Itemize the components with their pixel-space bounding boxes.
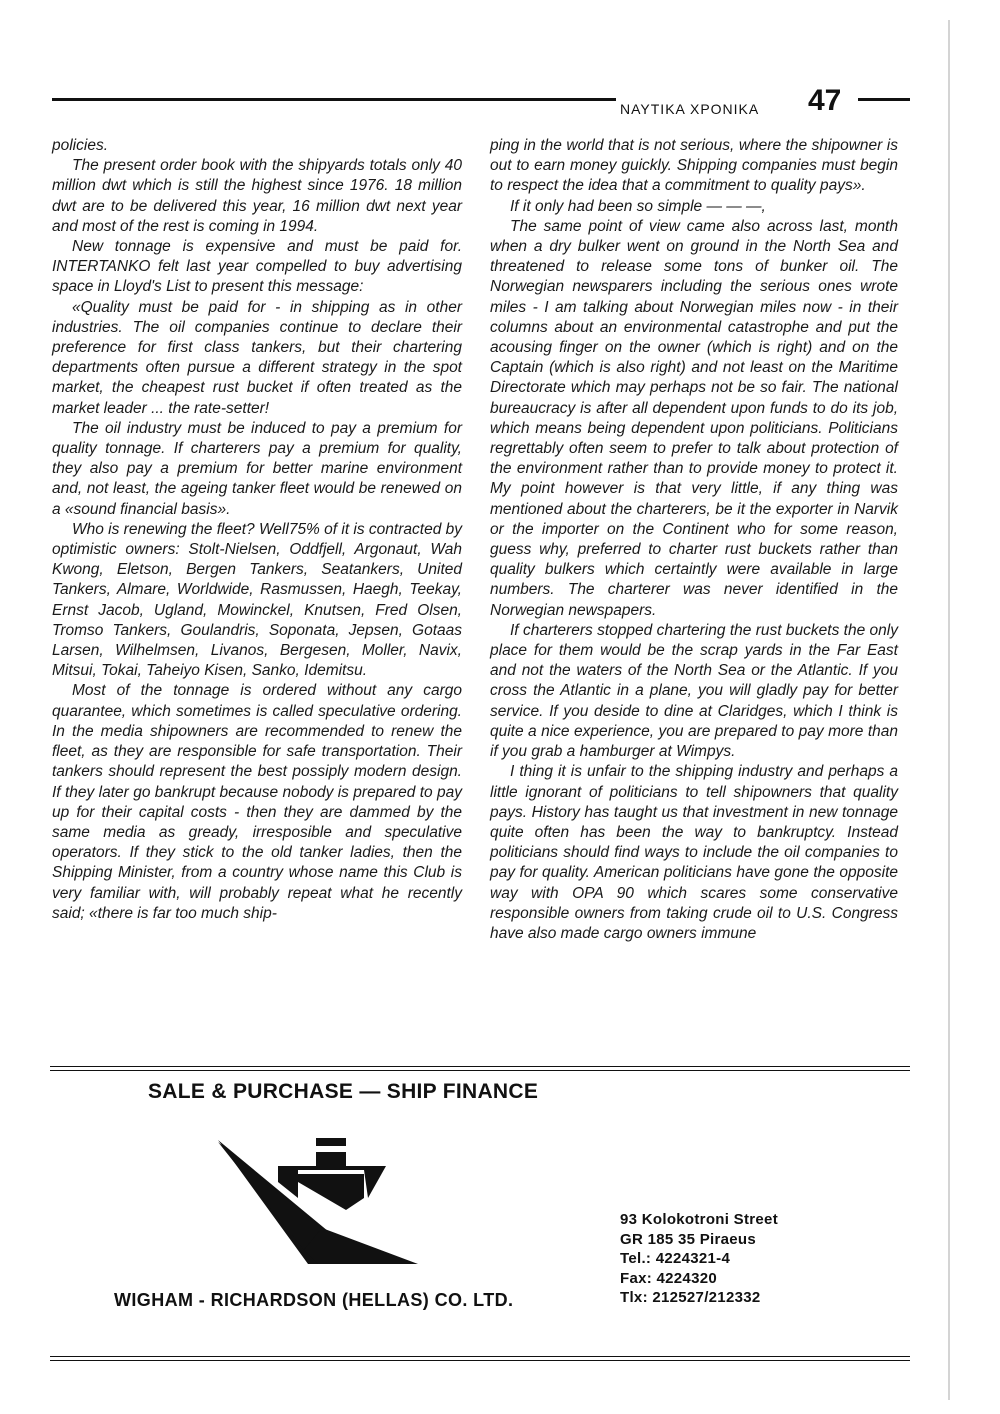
article-right-column: [490, 136, 898, 944]
advert-title: SALE & PURCHASE — SHIP FINANCE: [148, 1080, 539, 1103]
article-paragraph: New tonnage is expensive and must be paid for. INTERTANKO felt last year compelled to buy advertising space in Lloyd's List to present this message:: [52, 238, 462, 296]
article-paragraph: If it only had been so simple — — —,: [510, 197, 766, 215]
running-header-title: ΝΑΥΤΙΚΑ ΧΡΟΝΙΚΑ: [620, 101, 760, 117]
article-paragraph: Most of the tonnage is ordered without any cargo quarantee, which sometimes is called speculative ordering. In the media shipowners are recommended to renew the fleet, as they are responsible for safe transportation. Their tankers should represent the best possiply modern design. If they later go bankrupt because nobody is prepared to pay up for their capital costs - then they are dammed by the same media as gready, irresposible and speculative operators. If they stick to the old tanker ladies, then the Shipping Minister, from a country whose name this Club is very familiar with, will probably repeat what he recently said; «there is far too much ship-: [52, 682, 462, 922]
article-paragraph: I thing it is unfair to the shipping industry and perhaps a little ignorant of politicians to tell shipowners that quality pays. History has taught us that investment in new tonnage quite often has been the way to bankruptcy. Instead politicians should find ways to include the oil companies to pay for quality. American politicians have gone the opposite way with OPA 90 which scares some conservative responsible owners from taking crude oil to U.S. Congress have also made cargo owners immune: [490, 763, 898, 942]
address-city: GR 185 35 Piraeus: [620, 1230, 757, 1248]
article-left-column: [52, 136, 462, 924]
advert-address-block: [620, 1210, 778, 1308]
article-paragraph: If charterers stopped chartering the rust buckets the only place for them would be the scrap yards in the Far East and not the waters of the North Sea or the Atlantic. If you cross the Atlantic in a plane, you will gladly pay for better service. If you deside to dine at Claridges, which I think is quite a nice experience, you are prepared to pay more than if you grab a hamburger at Wimpys.: [490, 621, 898, 761]
article-paragraph: The oil industry must be induced to pay a premium for quality tonnage. If charterers pay a premium for quality, they also pay a premium for better marine environment and, not least, the ageing tanker fleet would be renewed on a «sound financial basis».: [52, 419, 462, 518]
page-number: 47: [808, 84, 842, 117]
page-edge-shadow: [948, 20, 950, 1400]
address-fax: Fax: 4224320: [620, 1269, 718, 1287]
article-paragraph: policies.: [52, 137, 108, 154]
article-paragraph: ping in the world that is not serious, where the shipowner is out to earn money guickly. Shipping companies must begin to respect the idea that a commitment to quality pays».: [490, 137, 898, 195]
advert-company-name: WIGHAM - RICHARDSON (HELLAS) CO. LTD.: [114, 1290, 514, 1310]
header-rule-right: [858, 98, 910, 101]
header-rule: [52, 98, 616, 101]
address-telex: Tlx: 212527/212332: [620, 1289, 761, 1306]
article-paragraph: «Quality must be paid for - in shipping as in other industries. The oil companies continue to declare their preference for first class tankers, but their chartering departments often pursue a different strategy in the spot market, the cheapest rust bucket if often treated as the market leader ... the rate-setter!: [52, 298, 462, 417]
address-telephone: Tel.: 4224321-4: [620, 1250, 731, 1267]
article-paragraph: The present order book with the shipyards totals only 40 million dwt which is still the highest since 1976. 18 million dwt are to be delivered this year, 16 million dwt next year and most of the rest is coming in 1994.: [52, 157, 462, 235]
address-street: 93 Kolokotroni Street: [620, 1211, 778, 1228]
advert-bottom-rule: [50, 1356, 910, 1361]
ship-funnel-logo-icon: [218, 1138, 438, 1273]
article-paragraph: The same point of view came also across last, month when a dry bulker went on ground in the North Sea and threatened to release some tons of bunker oil. The Norwegian newsparers including the serious ones wrote miles - I am talking about Norwegian miles now - in their columns about an environmental catastrophe and put the acousing finger on the owner (which is right) and on the Captain (which is also right) and not least on the Maritime Directorate which may perhaps not be so fair. The national bureaucracy is after all dependent upon funds to do its job, which means being dependent upon politicians. Politicians regrettably often seem to prefer to talk about protection of the environment rather than to provide money to protect it. My point however is that very little, if any thing was mentioned about the charterers, be it the exporter in Narvik or the importer on the Continent who for some reason, guess why, preferred to charter rust buckets rather than quality bulkers which certaintly were available in large numbers. The charterer was never identified in the Norwegian newspapers.: [490, 217, 898, 619]
advert-top-rule: [50, 1066, 910, 1071]
article-paragraph: Who is renewing the fleet? Well75% of it is contracted by optimistic owners: Stolt-Nielsen, Oddfjell, Argonaut, Wah Kwong, Eletson, Bergen Tankers, Seatankers, United Tankers, Almare, Worldwide, Rasmussen, Haegh, Teekay, Ernst Jacob, Ugland, Mowinckel, Knutsen, Fred Olsen, Tromso Tankers, Goulandris, Soponata, Jepsen, Gotaas Larsen, Wilhelmsen, Livanos, Bergesen, Moller, Navix, Mitsui, Tokai, Taheiyo Kisen, Sanko, Idemitsu.: [52, 520, 462, 680]
